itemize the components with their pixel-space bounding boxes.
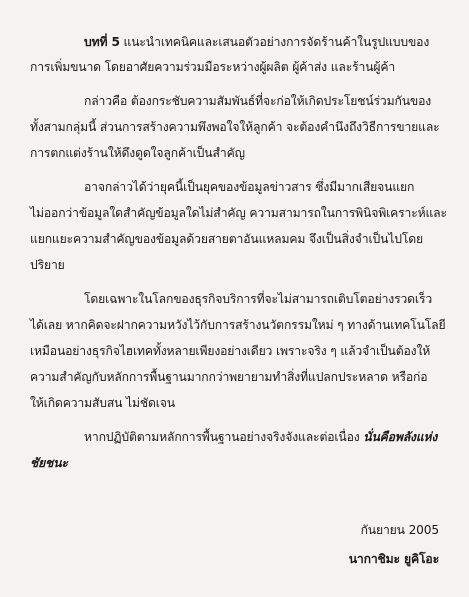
chapter-heading: บทที่ 5 [84, 35, 120, 49]
paragraph-5-line-2: ชัยชนะ [30, 456, 68, 470]
paragraph-4-line-1: โดยเฉพาะในโลกของธุรกิจบริการที่จะไม่สามารถเติบโตอย่างรวดเร็ว [84, 292, 433, 306]
paragraph-4-line-2: ได้เลย หากคิดจะฝากความหวังไว้กับการสร้างนวัตกรรมใหม่ ๆ ทางด้านเทคโนโลยี [30, 318, 446, 332]
paragraph-3-line-4: ปริยาย [30, 258, 65, 272]
paragraph-4-line-5: ให้เกิดความสับสน ไม่ชัดเจน [30, 396, 175, 410]
paragraph-5-emphasis: นั่นคือพลังแห่ง [363, 430, 438, 444]
paragraph-5-line-1 [84, 429, 437, 445]
intro-line-1-text: แนะนำเทคนิคและเสนอตัวอย่างการจัดร้านค้าในรูปแบบของ [123, 35, 430, 49]
paragraph-2-line-2: ทั้งสามกลุ่มนี้ ส่วนการสร้างความพึงพอใจให้ลูกค้า จะต้องคำนึงถึงวิธีการขายและ [30, 120, 440, 134]
paragraph-2-line-1: กล่าวคือ ต้องกระชับความสัมพันธ์ที่จะก่อให้เกิดประโยชน์ร่วมกันของ [84, 94, 432, 108]
paragraph-3-line-3: แยกแยะความสำคัญของข้อมูลด้วยสายตาอันแหลมคม จึงเป็นสิ่งจำเป็นไปโดย [30, 232, 424, 246]
paragraph-2-line-3: การตกแต่งร้านให้ดึงดูดใจลูกค้าเป็นสำคัญ [30, 146, 245, 160]
intro-line-1 [84, 34, 429, 50]
author-signature: นากาชิมะ ยูคิโอะ [348, 552, 439, 566]
date-line: กันยายน 2005 [360, 523, 439, 537]
paragraph-3-line-2: ไม่ออกว่าข้อมูลใดสำคัญข้อมูลใดไม่สำคัญ ความสามารถในการพินิจพิเคราะห์และ [30, 206, 447, 220]
paragraph-4-line-3: เหมือนอย่างธุรกิจไฮเทคทั้งหลายเพียงอย่างเดียว เพราะจริง ๆ แล้วจำเป็นต้องให้ [30, 344, 431, 358]
paragraph-5-regular-text: หากปฏิบัติตามหลักการพื้นฐานอย่างจริงจังและต่อเนื่อง [84, 430, 360, 444]
intro-line-2: การเพิ่มขนาด โดยอาศัยความร่วมมือระหว่างผู้ผลิต ผู้ค้าส่ง และร้านผู้ค้า [30, 60, 396, 74]
paragraph-4-line-4: ความสำคัญกับหลักการพื้นฐานมากกว่าพยายามทำสิ่งที่แปลกประหลาด หรือก่อ [30, 370, 428, 384]
paragraph-3-line-1: อาจกล่าวได้ว่ายุคนี้เป็นยุคของข้อมูลข่าวสาร ซึ่งมีมากเสียจนแยก [84, 180, 415, 194]
